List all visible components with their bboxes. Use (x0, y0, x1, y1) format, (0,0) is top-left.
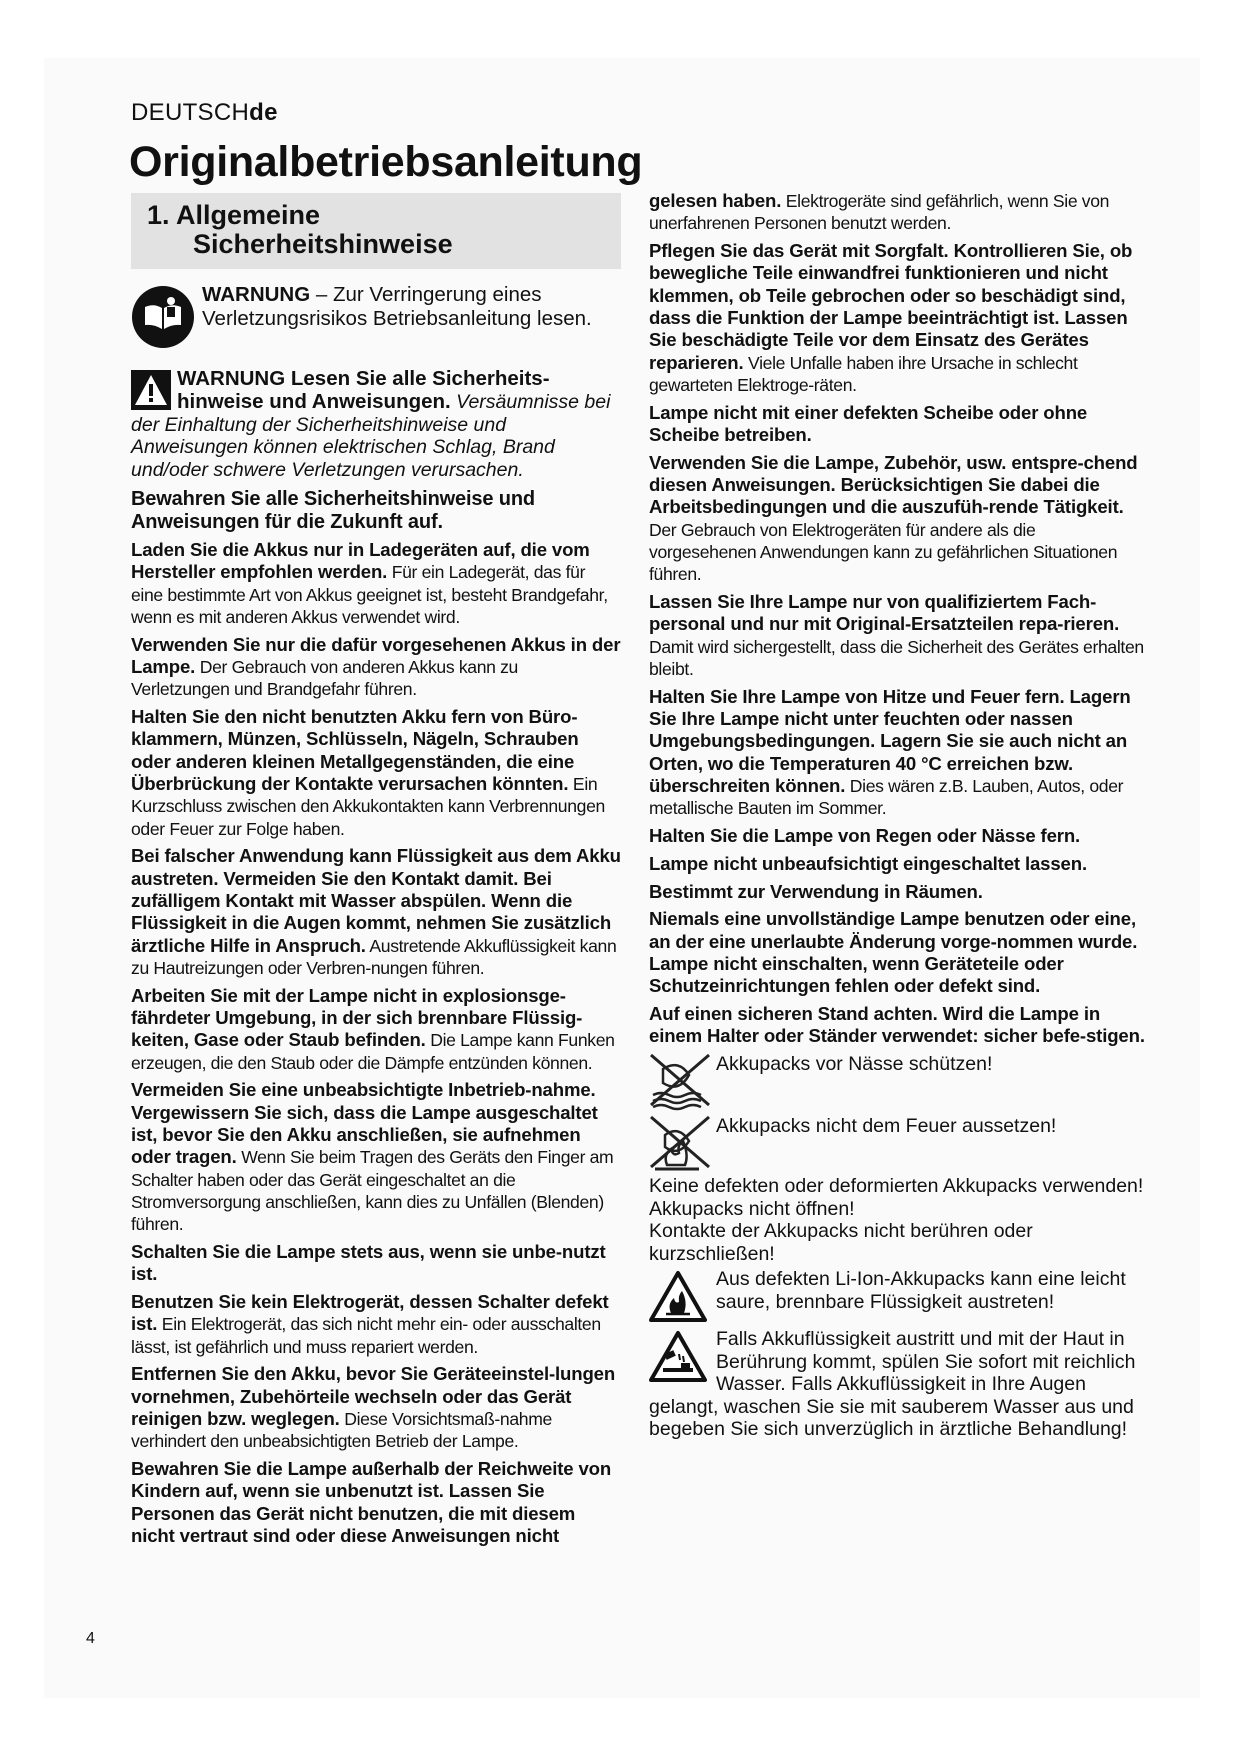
left-para-4 (131, 706, 621, 840)
right-para-4 (649, 452, 1145, 586)
note-fire (649, 1115, 1145, 1173)
left-para-10 (131, 1363, 621, 1452)
note-defekt: Keine defekten oder deformierten Akkupacks verwenden! (649, 1175, 1144, 1198)
right-para-2 (649, 240, 1145, 396)
right-para-4-bold: Verwenden Sie die Lampe, Zubehör, usw. entspre-chend diesen Anweisungen. Berücksichtigen Sie dabei die Arbeitsbedingungen und die auszufüh-rende Tätigkeit. (649, 451, 1138, 518)
right-para-1-text: Elektrogeräte sind gefährlich, wenn Sie von unerfahrenen Personen benutzt werden. (649, 191, 1110, 234)
left-para-3-bold: Verwenden Sie nur die dafür vorgesehenen Akkus in der Lampe. (131, 633, 621, 677)
note-wet-text: Akkupacks vor Nässe schützen! (716, 1053, 993, 1076)
language-label: DEUTSCHde (131, 99, 278, 126)
left-para-2-text: Für ein Ladegerät, das für eine bestimmte Art von Akkus geeignet ist, besteht Brandgefahr, wenn es mit anderen Akkus verwendet wird. (131, 562, 608, 627)
right-para-8 (649, 853, 1145, 875)
right-para-6-bold: Halten Sie Ihre Lampe von Hitze und Feuer fern. Lagern Sie Ihre Lampe nicht unter feuchten oder nassen Umgebungsbedingungen. Lagern Sie sie auch nicht an Orten, wo die Temperaturen 40 °C erreichen bzw. überschreiten können. (649, 685, 1131, 796)
right-para-5-text: Damit wird sichergestellt, dass die Sicherheit des Gerätes erhalten bleibt. (649, 636, 1144, 679)
right-para-6-text: Dies wären z.B. Lauben, Autos, oder metallische Bauten im Sommer. (649, 775, 1124, 819)
general-warning (131, 367, 621, 481)
right-para-5 (649, 591, 1145, 680)
no-water-icon (649, 1053, 711, 1111)
left-para-6-text: Die Lampe kann Funken erzeugen, die den Staub oder die Dämpfe entzünden können. (131, 1030, 615, 1073)
note-open: Akkupacks nicht öffnen! (649, 1197, 855, 1220)
right-para-3 (649, 402, 1145, 447)
right-para-8-bold: Lampe nicht unbeaufsichtigt eingeschaltet lassen. (649, 852, 1087, 874)
page-title: Originalbetriebsanleitung (129, 138, 643, 186)
left-para-10-bold: Entfernen Sie den Akku, bevor Sie Geräteeinstel-lungen vornehmen, Zubehörteile wechseln oder das Gerät reinigen bzw. weglegen. (131, 1363, 616, 1429)
left-column (131, 193, 621, 1553)
note-contacts: Kontakte der Akkupacks nicht berühren oder kurzschließen! (649, 1220, 1033, 1265)
warn1-lead: WARNUNG (202, 283, 311, 306)
note-wet (649, 1053, 1145, 1111)
right-para-2-text: Viele Unfalle haben ihre Ursache in schlecht gewarteten Elektroge-räten. (649, 352, 1078, 395)
left-para-9 (131, 1291, 621, 1358)
left-para-7-bold: Vermeiden Sie eine unbeabsichtigte Inbetrieb-nahme. Vergewissern Sie sich, dass die Lampe ausgeschaltet ist, bevor Sie den Akku anschließen, sie aufnehmen oder tragen. (131, 1079, 598, 1168)
right-para-10 (649, 908, 1145, 997)
right-para-5-bold: Lassen Sie Ihre Lampe nur von qualifiziertem Fach-personal und nur mit Original-Ersatzteilen repa-rieren. (649, 591, 1120, 635)
warn1-text: – Zur Verringerung eines Verletzungsrisikos Betriebsanleitung lesen. (202, 283, 592, 330)
left-para-10-text: Diese Vorsichtsmaß-nahme verhindert den unbeabsichtigten Betrieb der Lampe. (131, 1408, 552, 1452)
read-manual-text (202, 283, 621, 331)
page-number: 4 (86, 1630, 95, 1647)
section-heading-line1: 1. Allgemeine (147, 200, 321, 230)
note-fire-text: Akkupacks nicht dem Feuer aussetzen! (716, 1115, 1057, 1138)
warn2-text: Versäumnisse bei der Einhaltung der Sicherheitshinweise und Anweisungen können elektrischen Schlag, Brand und/oder schwere Verletzungen verursachen. (131, 391, 611, 481)
flammable-icon (649, 1270, 707, 1324)
left-para-5-bold: Bei falscher Anwendung kann Flüssigkeit aus dem Akku austreten. Vermeiden Sie den Kontakt damit. Bei zufälligem Kontakt mit Wasser abspülen. Wenn die Flüssigkeit in die Augen kommt, nehmen Sie zusätzlich ärztliche Hilfe in Anspruch. (131, 845, 621, 956)
right-para-1 (649, 190, 1145, 235)
left-para-8 (131, 1241, 621, 1286)
right-para-9 (649, 881, 1145, 903)
note-corrosive-text: Falls Akkuflüssigkeit austritt und mit der Haut in Berührung kommt, spülen Sie sofort mit reichlich Wasser. Falls Akkuflüssigkeit in Ihre Augen gelangt, waschen Sie sie mit sauberem Wasser aus und begeben Sie sich unverzüglich in ärztliche Behandlung! (649, 1328, 1136, 1441)
left-para-3 (131, 634, 621, 701)
right-para-1-bold: gelesen haben. (649, 190, 782, 211)
left-para-8-bold: Schalten Sie die Lampe stets aus, wenn sie unbe-nutzt ist. (131, 1240, 606, 1285)
right-para-9-bold: Bestimmt zur Verwendung in Räumen. (649, 880, 983, 902)
left-para-1-bold: Bewahren Sie alle Sicherheitshinweise und Anweisungen für die Zukunft auf. (131, 488, 535, 533)
note-corrosive (649, 1328, 1145, 1441)
note-flammable-text: Aus defekten Li-Ion-Akkupacks kann eine leicht saure, brennbare Flüssigkeit austreten! (716, 1268, 1126, 1313)
right-para-11-bold: Auf einen sicheren Stand achten. Wird die Lampe in einem Halter oder Ständer verwendet: sicher befe-stigen. (649, 1003, 1145, 1047)
left-para-11-bold: Bewahren Sie die Lampe außerhalb der Reichweite von Kindern auf, wenn sie unbenutzt ist. Lassen Sie Personen das Gerät nicht benutzen, die mit diesem nicht vertraut sind oder diese Anweisungen nicht (131, 1458, 612, 1546)
right-para-7-bold: Halten Sie die Lampe von Regen oder Nässe fern. (649, 825, 1081, 847)
note-flammable (649, 1268, 1145, 1324)
left-para-9-bold: Benutzen Sie kein Elektrogerät, dessen Schalter defekt ist. (131, 1291, 609, 1335)
right-para-6 (649, 686, 1145, 820)
warn2-lead: WARNUNG Lesen Sie alle Sicherheits-hinweise und Anweisungen. (177, 367, 550, 413)
left-para-2 (131, 539, 621, 628)
left-para-5 (131, 845, 621, 979)
left-para-9-text: Ein Elektrogerät, das sich nicht mehr ein- oder ausschalten lässt, ist gefährlich und muss repariert werden. (131, 1314, 601, 1357)
section-heading-line2: Sicherheitshinweise (193, 229, 453, 259)
right-para-10-bold: Niemals eine unvollständige Lampe benutzen oder eine, an der eine unerlaubte Änderung vorge-nommen wurde. Lampe nicht einschalten, wenn Geräteteile oder Schutzeinrichtungen fehlen oder defekt sind. (649, 908, 1138, 997)
read-manual-warning (131, 283, 621, 349)
left-para-2-bold: Laden Sie die Akkus nur in Ladegeräten auf, die vom Hersteller empfohlen werden. (131, 539, 590, 583)
left-para-4-bold: Halten Sie den nicht benutzten Akku fern von Büro-klammern, Münzen, Schlüsseln, Nägeln, Schrauben oder anderen kleinen Metallgegenständen, die eine Überbrückung der Kontakte verursachen könnten. (131, 706, 579, 794)
read-manual-icon (131, 285, 195, 349)
left-para-1 (131, 488, 621, 533)
left-para-4-text: Ein Kurzschluss zwischen den Akkukontakten kann Verbrennungen oder Feuer zur Folge haben. (131, 773, 605, 839)
left-para-3-text: Der Gebrauch von anderen Akkus kann zu Verletzungen und Brandgefahr führen. (131, 656, 518, 700)
right-para-4-text: Der Gebrauch von Elektrogeräten für andere als die vorgesehenen Anwendungen kann zu gefährlichen Situationen führen. (649, 519, 1118, 585)
left-para-7 (131, 1079, 621, 1235)
left-para-11 (131, 1458, 621, 1547)
right-para-3-bold: Lampe nicht mit einer defekten Scheibe oder ohne Scheibe betreiben. (649, 401, 1088, 445)
section-heading (131, 193, 621, 269)
left-para-6-bold: Arbeiten Sie mit der Lampe nicht in explosionsge-fährdeter Umgebung, in der sich brennbare Flüssig-keiten, Gase oder Staub befinden. (131, 984, 583, 1051)
corrosive-icon (649, 1330, 707, 1384)
left-para-6 (131, 985, 621, 1074)
left-para-7-text: Wenn Sie beim Tragen des Geräts den Finger am Schalter haben oder das Gerät eingeschaltet an die Stromversorgung anschließen, kann dies zu Unfällen (Blenden) führen. (131, 1147, 614, 1235)
no-fire-icon (649, 1115, 711, 1173)
right-column (649, 190, 1145, 1441)
right-para-7 (649, 825, 1145, 847)
right-para-11 (649, 1003, 1145, 1048)
left-para-5-text: Austretende Akkuflüssigkeit kann zu Hautreizungen oder Verbren-nungen führen. (131, 935, 617, 978)
warning-triangle-icon (131, 370, 171, 410)
right-para-2-bold: Pflegen Sie das Gerät mit Sorgfalt. Kontrollieren Sie, ob bewegliche Teile einwandfrei funktionieren und nicht klemmen, ob Teile gebrochen oder so beschädigt sind, dass die Funktion der Lampe beeinträchtigt ist. Lassen Sie beschädigte Teile vor dem Einsatz des Gerätes reparieren. (649, 240, 1133, 373)
